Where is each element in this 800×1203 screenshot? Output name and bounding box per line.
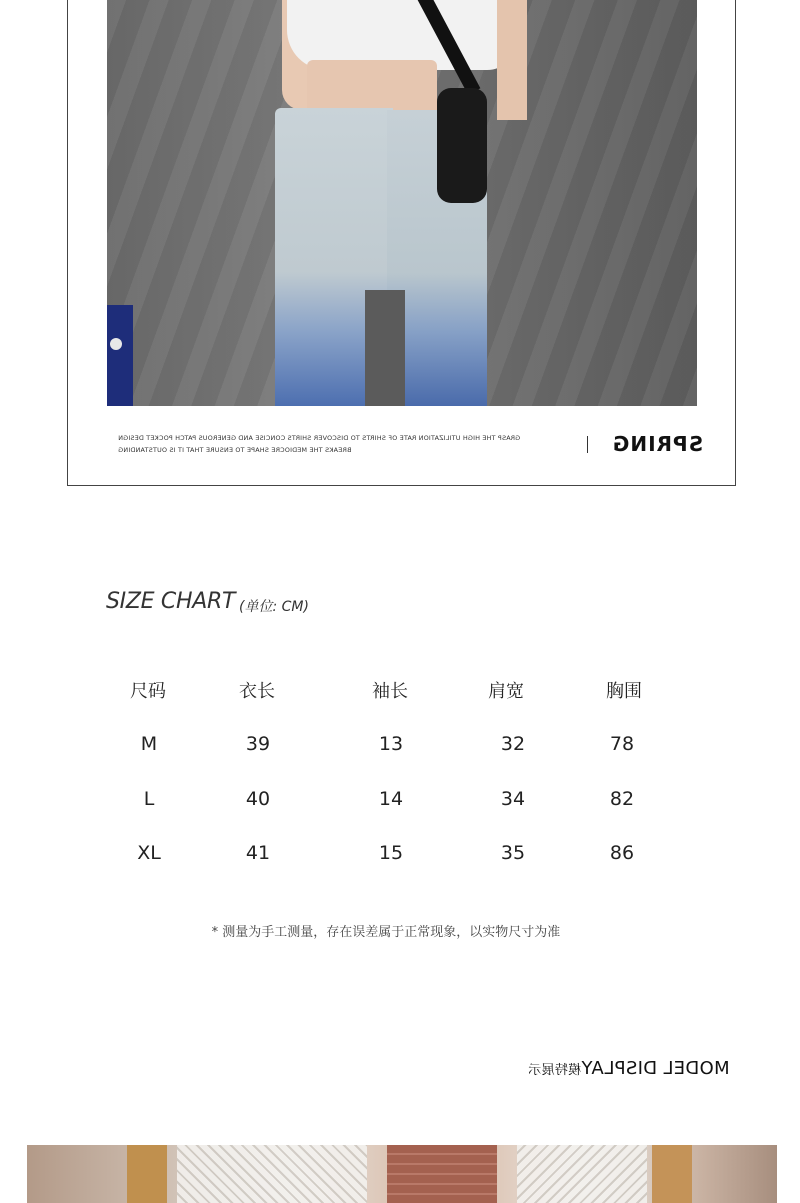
- photo-lattice-right: [517, 1145, 647, 1203]
- brand-word: SPRING: [612, 432, 704, 456]
- photo-blue-object: [107, 305, 133, 406]
- photo-wooden-arch-right: [652, 1145, 692, 1203]
- photo-bag: [437, 88, 487, 203]
- table-cell: 78: [609, 733, 635, 755]
- table-cell: 34: [500, 788, 526, 810]
- product-caption: [118, 432, 578, 456]
- header-sleeve: 袖长: [372, 681, 408, 702]
- photo-brick-wall: [387, 1145, 497, 1203]
- header-length: 衣长: [239, 681, 275, 702]
- model-display-heading: [528, 1058, 730, 1079]
- table-cell: 86: [609, 842, 635, 864]
- table-cell: L: [143, 788, 155, 810]
- photo-disc: [110, 338, 122, 350]
- model-display-subtitle: 模特展示: [528, 1063, 582, 1078]
- table-cell: 40: [245, 788, 271, 810]
- caption-divider: [587, 436, 588, 453]
- caption-line-1: GRASP THE HIGH UTILIZATION RATE OF SHIRTS TO DISCOVER SHIRTS CONCISE AND GENEROUS PATCH POCKET DESIGN: [118, 434, 521, 442]
- table-cell: 14: [378, 788, 404, 810]
- table-cell: 13: [378, 733, 404, 755]
- model-photo-strip: [27, 1145, 777, 1203]
- header-shoulder: 肩宽: [488, 681, 524, 702]
- table-cell: XL: [137, 842, 161, 864]
- photo-wooden-arch-left: [127, 1145, 167, 1203]
- header-chest: 胸围: [606, 681, 642, 702]
- measurement-note: * 测量为手工测量，存在误差属于正常现象，以实物尺寸为准: [211, 925, 561, 940]
- model-display-title: MODEL DISPLAY: [581, 1058, 730, 1079]
- size-chart-title: SIZE CHART: [106, 589, 236, 614]
- caption-line-2: BREAKS THE MEDIOCRE SHAPE TO ENSURE THAT IT IS OUTSTANDING: [118, 446, 352, 454]
- table-cell: 82: [609, 788, 635, 810]
- size-chart-unit: (单位: CM): [239, 599, 309, 615]
- table-cell: 39: [245, 733, 271, 755]
- photo-lattice-left: [177, 1145, 367, 1203]
- table-cell: 35: [500, 842, 526, 864]
- table-cell: 15: [378, 842, 404, 864]
- table-cell: 41: [245, 842, 271, 864]
- table-cell: 32: [500, 733, 526, 755]
- photo-arm-right: [497, 0, 527, 120]
- header-size: 尺码: [130, 681, 166, 702]
- photo-leg-gap: [365, 290, 405, 406]
- product-photo-jeans: [107, 0, 697, 406]
- table-cell: M: [140, 733, 158, 755]
